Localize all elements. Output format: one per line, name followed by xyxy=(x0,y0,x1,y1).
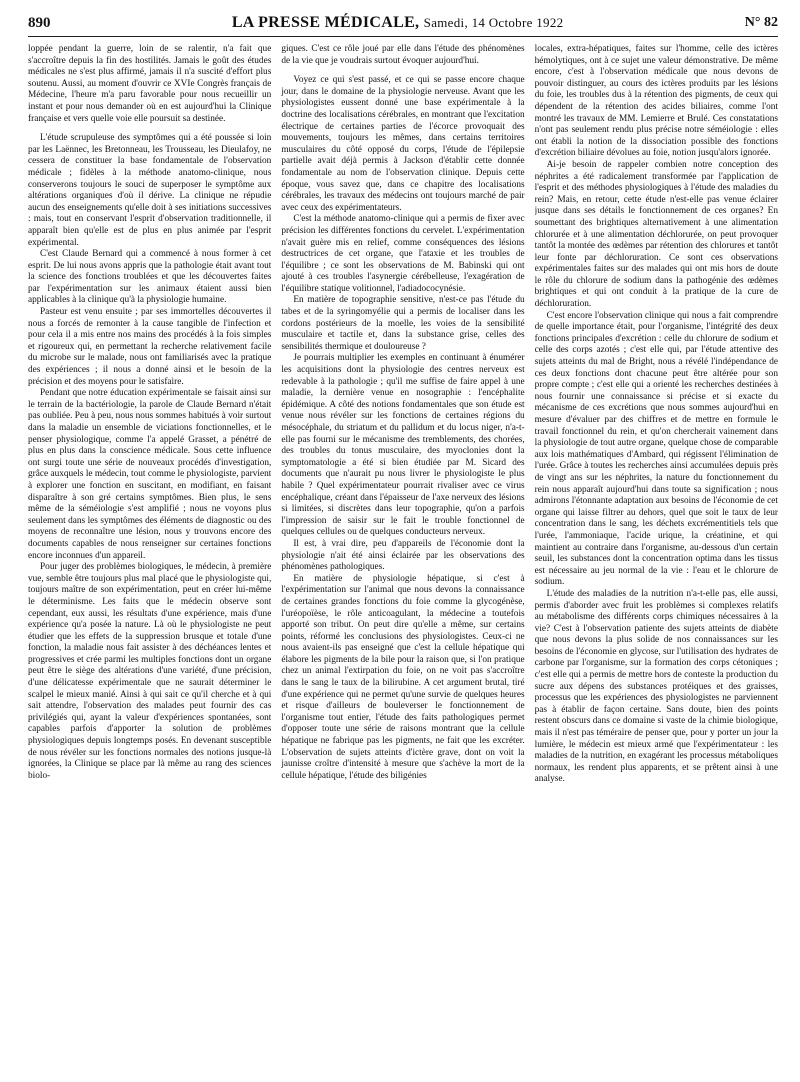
paragraph: Ai-je besoin de rappeler combien notre conception des néphrites a été radicalement transformée par l'application de l'esprit et des méthodes physiologiques à l'étude des maladies du rein? Mais, en retour, cette étude n'est-elle pas venue éclairer jusque dans ses détails le fonctionnement de ces organes? En soumettant des brightiques alternativement à une alimentation chlorurée et à une alimentation déchlorurée, on peut provoquer tantôt la montée des œdèmes par rétention des chlorures et tantôt leur fonte par déchloruration. Ce sont ces observations expérimentales faites sur des malades qui ont mis hors de doute le rôle du chlorure de sodium dans la pathogénie des œdèmes brightiques et qui ont conduit à la pratique de la cure de déchloruration. xyxy=(534,159,778,310)
paragraph: Voyez ce qui s'est passé, et ce qui se passe encore chaque jour, dans le domaine de la physiologie nerveuse. Avant que les physiologistes eussent donné une base expérimentale à la doctrine des localisations cérébrales, en montrant que l'excitation électrique de certaines parties de l'écorce provoquait des mouvements, toujours les mêmes, dans certains territoires musculaires du côté opposé du corps, l'étude de l'épilepsie partielle avait déjà permis à Jackson d'établir cette donnée fondamentale au nom de l'observation clinique. Depuis cette époque, vous savez que, dans ce chapitre des localisations cérébrales, les travaux des médecins ont toujours marché de pair avec ceux des expérimentateurs. xyxy=(281,75,525,213)
paragraph: Pour juger des problèmes biologiques, le médecin, à première vue, semble être toujours plus mal placé que le physiologiste qui, toujours maître de son expérimentation, peut en créer lui-même le déterminisme. Les faits que le médecin observe sont cependant, eux aussi, les résultats d'une expérience, mais d'une expérience qu'a posée la nature. Là où le physiologiste ne peut étudier que les effets de la suppression brusque et totale d'une fonction, la maladie nous fait assister à des déchéances lentes et progressives et crée parmi les multiples fonctions dont un organe peut être le siège des altérations d'une variété, d'une précision, d'une délicatesse expérimentale que ne saurait déterminer le scalpel le mieux manié. Ainsi à qui sait ce qu'il cherche et à qui sait attendre, l'observation des malades peut fournir des cas privilégiés qui, ayant la valeur d'expériences spontanées, sont capables parfois d'apporter la solution de problèmes physiologiques depuis longtemps posés. En devenant susceptible de nous révéler sur les fonctions normales des notions jusque-là ignorées, la Clinique se place par là même au rang des sciences biolo- xyxy=(28,562,272,781)
paragraph: En matière de physiologie hépatique, si c'est à l'expérimentation sur l'animal que nous devons la connaissance de certaines grandes fonctions du foie comme la glycogénèse, l'uréopoïèse, le rôle anticoagulant, la médecine a toutefois apporté son tribut. On peut dire qu'elle a même, sur certains points, réformé les conclusions des physiologistes. Ceux-ci ne nous avaient-ils pas enseigné que c'est la cellule hépatique qui élabore les pigments de la bile pour la raison que, si l'on pratique chez un animal l'extirpation du foie, on ne voit pas s'accroître dans le sang le taux de la bilirubine. A cet argument brutal, tiré d'une expérience qui ne permet qu'une survie de quelques heures et risque d'ailleurs de bouleverser le fonctionnement de l'organisme tout entier, l'étude des faits pathologiques permet d'opposer toute une série de raisons montrant que la cellule hépatique ne fabrique pas les pigments, ne fait que les excréter. L'observation de sujets atteints d'ictère grave, dont on voit la jaunisse croître d'intensité à mesure que s'achève la mort de la cellule hépatique, l'étude des biligénies xyxy=(281,573,525,781)
paragraph: En matière de topographie sensitive, n'est-ce pas l'étude du tabes et de la syringomyélie qui a permis de localiser dans les cordons postérieurs de la moelle, les voies de la sensibilité musculaire et tactile et, dans la substance grise, celles des sensibilités thermique et douloureuse ? xyxy=(281,295,525,352)
paragraph: L'étude des maladies de la nutrition n'a-t-elle pas, elle aussi, permis d'aborder avec fruit les problèmes si complexes relatifs au métabolisme des différents corps chimiques nécessaires à la vie? C'est à l'observation patiente des sujets atteints de diabète que nous devons la plus solide de nos connaissances sur les besoins de l'économie en glycose, sur l'utilisation des hydrates de carbone par l'organisme, sur la formation des corps cétoniques ; c'est elle qui a permis de mettre hors de conteste la production du sucre aux dépens des substances protéiques et des graisses, processus que les expériences des physiologistes ne parviennent pas à établir de façon certaine. Sans doute, bien des points restent obscurs dans ce domaine si vaste de la chimie biologique, mais il n'est pas téméraire de penser que, pour y porter un jour la lumière, le médecin est mieux armé que l'expérimentateur : les maladies de la nutrition, en exagérant les processus métaboliques normaux, les rendent plus apparents, et se prêtent ainsi à une analyse. xyxy=(534,588,778,785)
journal-name: LA PRESSE MÉDICALE, xyxy=(231,14,420,31)
paragraph: locales, extra-hépatiques, faites sur l'homme, celle des ictères hémolytiques, ont à ce sujet une valeur démonstrative. De même encore, c'est à l'observation médicale que nous devons de pouvoir distinguer, au cours des ictères produits par les lésions du foie, les troubles dus à la rétention des pigments, de ceux qui dépendent de la rétention des acides biliaires, comme l'ont montré les travaux de MM. Lemierre et Brulé. Ces constatations n'ont pas seulement rendu plus précise notre séméiologie : elles ont établi la notion de la dissociation possible des fonctions d'excrétion biliaire dévolues au foie, notion jusqu'alors ignorée. xyxy=(534,44,778,159)
column-1 xyxy=(28,44,271,1068)
paragraph: L'étude scrupuleuse des symptômes qui a été poussée si loin par les Laënnec, les Bretonneau, les Trousseau, les Dieulafoy, ne cessera de constituer la base fondamentale de l'observation médicale ; fidèles à la méthode anatomo-clinique, nous conserverons toujours le souci de superposer le symptôme aux altérations organiques d'où il dérive. La clinique ne répudie aucun des enseignements qu'elle doit à ses initiations successives : mais, tout en conservant l'esprit d'observation traditionnelle, il apparaît bien qu'elle est de plus en plus animée par l'esprit expérimental. xyxy=(28,133,272,248)
paragraph: giques. C'est ce rôle joué par elle dans l'étude des phénomènes de la vie que je voudrais surtout évoquer aujourd'hui. xyxy=(281,44,525,66)
column-3 xyxy=(535,44,778,1068)
paragraph: C'est encore l'observation clinique qui nous a fait comprendre de quelle importance était, pour l'organisme, l'intégrité des deux fonctions principales d'excrétion : celle du chlorure de sodium et celle des corps azotés ; c'est elle qui, par l'étude attentive des sujets atteints du mal de Bright, nous a révélé l'indépendance de ces deux fonctions dont chacune peut être altérée pour son propre compte ; c'est elle qui a orienté les recherches destinées à nous fournir une connaissance si précise et si exacte du mécanisme de ces excrétions que nous sommes aujourd'hui en mesure d'évaluer par des chiffres et de mettre en formule le travail fonctionnel du rein, et qu'on chercherait vainement dans la physiologie de tout autre organe, quelque chose de comparable aux lois mathématiques d'Ambard, qui régissent l'élimination de l'urée. Grâce à toutes les recherches ainsi accumulées depuis près de vingt ans sur les néphrites, la nature du fonctionnement du rein nous apparaît aujourd'hui dans toute sa signification ; nous admirons l'étonnante adaptation aux besoins de l'économie de cet organe qui laisse filtrer au dehors, quel que soit le taux de leur concentration dans le sang, les déchets excrémentitiels tels que l'urée, l'ammoniaque, l'acide urique, la créatinine, et qui maintient au contraire dans l'organisme, au-dessous d'un certain seuil, les substances dont la concentration optima dans les tissus est nécessaire au jeu normal de la vie : l'eau et le chlorure de sodium. xyxy=(534,310,778,588)
column-2 xyxy=(281,44,524,1068)
page-number: 890 xyxy=(28,14,51,31)
paragraph: loppée pendant la guerre, loin de se ralentir, n'a fait que s'accroître depuis la fin des hostilités. Jamais le goût des études médicales ne s'est plus affirmé, jamais il n'a suscité d'effort plus soutenu. Aussi, au moment d'ouvrir ce XVIe Congrès français de Médecine, l'heure m'a paru favorable pour nous recueillir un instant et pour nous demander où en est aujourd'hui la Clinique française et vers quelle voie elle poursuit sa destinée. xyxy=(28,44,272,124)
paragraph: Je pourrais multiplier les exemples en continuant à énumérer les acquisitions dont la physiologie des centres nerveux est redevable à la pathologie ; qu'il me suffise de faire appel à une maladie, la dernière venue en nosographie : l'encéphalite épidémique. A côté des notions fondamentales que son étude est venue nous révéler sur les fonctions de certaines régions du mésocéphale, du striatum et du pallidum et du locus niger, n'a-t-elle pas fourni sur le mécanisme des tremblements, des chorées, des troubles du tonus musculaire, des myoclonies dont la symptomatologie a été si bien étudiée par M. Sicard des documents que n'aurait pu nous livrer le physiologiste le plus habile ? Quel expérimentateur pourrait rivaliser avec ce virus encéphalique, créant dans l'épaisseur de l'axe nerveux des lésions si limitées, si discrètes dans leur topographie, qu'on a parfois l'impression de saisir sur le fait le trouble fonctionnel de quelques cellules ou de quelques conducteurs nerveux. xyxy=(281,353,525,538)
paragraph: C'est Claude Bernard qui a commencé à nous former à cet esprit. De lui nous avons appris que la pathologie était avant tout la science des fonctions troublées et que les découvertes faites par l'expérimentation sur les animaux étaient aussi bien applicables à la clinique qu'à la physiologie humaine. xyxy=(28,249,272,306)
paragraph: Pasteur est venu ensuite ; par ses immortelles découvertes il nous a forcés de remonter à la cause tangible de l'infection et pour cela il a mis entre nos mains des procédés à la fois simples et rigoureux qui, en permettant la recherche relativement facile du microbe sur le malade, nous ont familiarisés avec la pratique des expériences ; il nous a donné ainsi et le besoin de la précision et des moyens pour le satisfaire. xyxy=(28,307,272,387)
issue-date: Samedi, 14 Octobre 1922 xyxy=(423,15,564,30)
journal-title xyxy=(232,14,564,32)
paragraph: Il est, à vrai dire, peu d'appareils de l'économie dont la physiologie n'ait été ainsi éclairée par les observations des phénomènes pathologiques. xyxy=(281,538,525,573)
paragraph: C'est la méthode anatomo-clinique qui a permis de fixer avec précision les différentes fonctions du cervelet. L'expérimentation n'avait guère mis en relief, comme conséquences des lésions destructrices de cet organe, que l'ataxie et les troubles de l'équilibre ; ce sont les observations de M. Babinski qui ont ajouté à ces troubles l'asynergie cérébelleuse, l'exagération de l'équilibre statique volitionnel, l'adiadococynésie. xyxy=(281,214,525,294)
issue-number: N° 82 xyxy=(744,15,778,30)
paragraph: Pendant que notre éducation expérimentale se faisait ainsi sur le terrain de la bactériologie, la parole de Claude Bernard n'était pas oubliée. Peu à peu, nous nous sommes habitués à voir surtout dans la maladie un ensemble de viciations fonctionnelles, et le penser physiologique, comme l'a appelé Grasset, a pénétré de plus en plus dans la conscience médicale. Sous cette influence ont surgi toute une série de nouveaux procédés d'investigation, grâce auxquels le médecin, tout comme le physiologiste, parvient à explorer une fonction en suscitant, en modifiant, en faisant disparaître à son gré certains symptômes. Bien plus, le sens même de la séméiologie s'est amplifié ; nous ne voyons plus seulement dans les symptômes des éléments de diagnostic ou des moyens de reconnaître une lésion, nous y trouvons encore des documents capables de nous renseigner sur certaines fonctions encore inconnues d'un appareil. xyxy=(28,388,272,561)
article-columns xyxy=(28,44,778,1068)
page-header xyxy=(28,10,778,37)
